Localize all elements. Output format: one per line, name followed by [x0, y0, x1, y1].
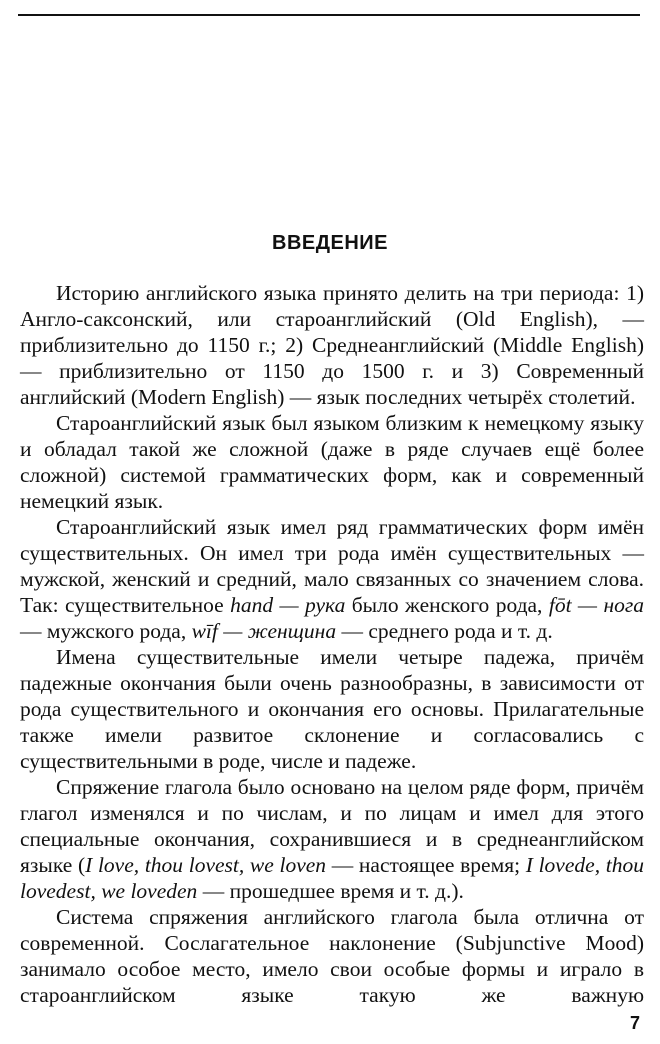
paragraph-text-segment: — прошедшее время и т. д.). — [197, 879, 464, 903]
paragraph-text-segment: — среднего рода и т. д. — [336, 619, 553, 643]
chapter-heading: ВВЕДЕНИЕ — [272, 232, 388, 254]
body-text — [20, 280, 644, 1008]
paragraph-text-segment: — настоящее время; — [326, 853, 526, 877]
paragraph-verb-conjugation — [20, 774, 644, 904]
paragraph-noun-genders — [20, 514, 644, 644]
paragraph-old-english: Староанглийский язык был языком близким к немецкому языку и обладал такой же сложной (даже в ряде случаев ещё более сложной) системой грамматических форм, как и современный немецкий язык. — [20, 411, 644, 513]
example-hand: hand — рука — [230, 593, 346, 617]
paragraph-noun-cases: Имена существительные имели четыре падежа, причём падежные окончания были очень разнообразны, в зависимости от рода существительного и окончания его основы. Прилагательные также имели развитое склонение и согласовались с существительными в роде, числе и падеже. — [20, 645, 644, 773]
example-wif: wīf — женщина — [191, 619, 337, 643]
example-present-tense: I love, thou lovest, we loven — [85, 853, 327, 877]
page-number: 7 — [629, 1013, 640, 1033]
top-rule — [18, 14, 640, 16]
example-past-tense: I lovede, thou lovedest, we loveden — [20, 853, 644, 903]
paragraph-text-segment: было женского рода, — [345, 593, 549, 617]
paragraph-verb-system: Система спряжения английского глагола была отлична от современной. Сослагательное наклонение (Subjunctive Mood) занимало особое место, имело свои особые формы и играло в староанглийском языке такую же важную — [20, 905, 644, 1007]
paragraph-text-segment: Староанглийский язык имел ряд грамматических форм имён существительных. Он имел три рода имён существительных — мужской, женский и средний, мало связанных со значением слова. Так: существительное — [20, 515, 644, 617]
example-fot: fōt — нога — [548, 593, 645, 617]
paragraph-text-segment: Спряжение глагола было основано на целом ряде форм, причём глагол изменялся и по числам, и по лицам и имел для этого специальные окончания, сохранившиеся и в среднеанглийском языке ( — [20, 775, 644, 877]
paragraph-periods: Историю английского языка принято делить на три периода: 1) Англо-саксонский, или староанглийский (Old English), — приблизительно до 1150 г.; 2) Среднеанглийский (Middle English) — приблизительно от 1150 до 1500 г. и 3) Современный английский (Modern English) — язык последних четырёх столетий. — [20, 281, 644, 409]
paragraph-text-segment: — мужского рода, — [20, 619, 192, 643]
